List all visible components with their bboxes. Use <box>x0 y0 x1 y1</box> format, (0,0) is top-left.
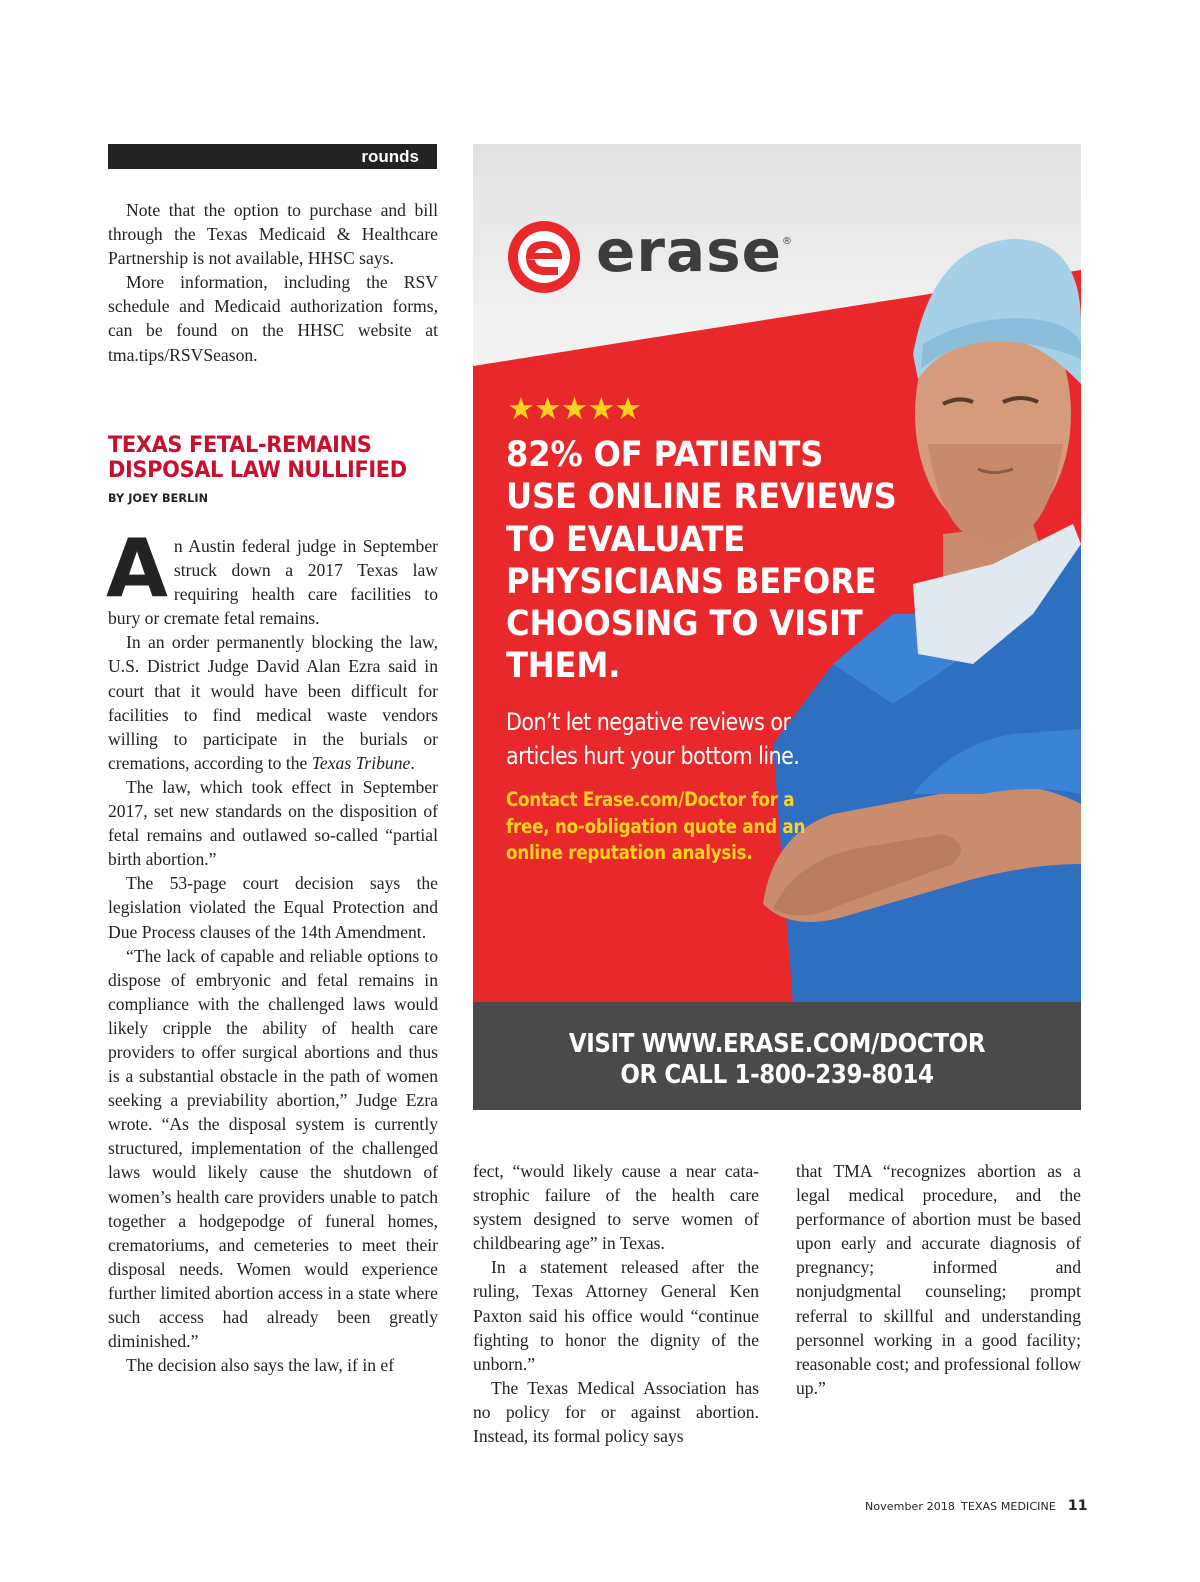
ad-headline-line: THEM. <box>506 646 621 687</box>
article-column-2 <box>473 1159 759 1448</box>
erase-advertisement <box>473 144 1081 1110</box>
ad-contact-line: Contact Erase.com/Doctor for a <box>506 788 795 811</box>
article-column-1 <box>106 522 438 1377</box>
intro-text <box>108 198 438 367</box>
ad-cta-text <box>503 1029 1050 1091</box>
ad-subheadline <box>506 705 867 773</box>
article-paragraph: that TMA “recognizes abortion as a legal medical procedure, and the performance of abortion must be based upon early and accurate diagnosis of pregnancy; informed and nonjudgmental counseling; prompt referral to skillful and understanding personnel working in a good facility; reasonable cost; and professional follow up.” <box>796 1161 1081 1398</box>
article-paragraph: fect, “would likely cause a near catastrophic failure of the health care system designed to serve women of childbearing age” in Texas. <box>473 1161 759 1254</box>
intro-paragraph: More information, including the RSV schedule and Medicaid authorization forms, can be found on the HHSC website at tma.tips/RSVSeason. <box>108 272 438 365</box>
magazine-name: TEXAS MEDICINE <box>961 1500 1056 1513</box>
ad-contact-line: online reputation analysis. <box>506 841 753 864</box>
article-paragraph <box>108 630 438 775</box>
paragraph-text: In an order permanently blocking the law, U.S. District Judge David Alan Ezra said in court that it would have been difficult for facilities to find medical waste vendors willing to participate in the burials or cremations, according to the <box>108 632 438 773</box>
ad-sub-line: articles hurt your bottom line. <box>506 742 800 770</box>
article-paragraph: “The lack of capable and reliable options to dispose of embryonic and fetal remains in compliance with the challenged laws would likely cripple the ability of health care providers to offer surgical abortions and thus is a substantial obstacle in the path of women seeking a previability abortion,” Judge Ezra wrote. “As the disposal system is currently structured, implementation of the challenged laws would likely cause the shutdown of women’s health care providers unable to patch together a hodgepodge of funeral homes, crematoriums, and cemeteries to meet their disposal needs. Women would experience further limited abortion access in a state where such access had already been greatly diminished.” <box>108 945 438 1352</box>
five-star-icon: ★★★★★ <box>507 391 641 427</box>
ad-contact-text <box>506 787 833 867</box>
headline-line: DISPOSAL LAW NULLIFIED <box>108 457 407 483</box>
section-tab-label: rounds <box>361 147 419 166</box>
lead-paragraph <box>106 522 438 630</box>
paragraph-text: . <box>410 752 415 773</box>
drop-cap: A <box>106 522 168 615</box>
headline-line: TEXAS FETAL-REMAINS <box>108 432 372 458</box>
erase-logo-icon <box>506 219 582 295</box>
ad-headline <box>506 434 920 688</box>
intro-paragraph: Note that the option to purchase and bill through the Texas Medicaid & Healthcare Partnership is not available, HHSC says. <box>108 200 438 269</box>
ad-headline-line: TO EVALUATE <box>506 519 746 560</box>
ad-headline-line: PHYSICIANS BEFORE <box>506 561 877 602</box>
page-footer <box>865 1498 1088 1514</box>
ad-contact-line: free, no-obligation quote and an <box>506 814 806 838</box>
ad-sub-line: Don’t let negative reviews or <box>506 708 791 736</box>
article-paragraph: The Texas Medical Association has no policy for or against abortion. Instead, its formal policy says <box>473 1377 759 1447</box>
registered-mark: ® <box>782 236 792 247</box>
article-paragraph: The decision also says the law, if in ef <box>126 1355 395 1376</box>
ad-headline-line: CHOOSING TO VISIT <box>506 604 863 645</box>
article-headline <box>108 433 424 483</box>
article-paragraph: The law, which took effect in September 2017, set new standards on the disposition of fetal remains and outlawed so-called “partial birth abortion.” <box>108 776 438 870</box>
article-paragraph: The 53-page court decision says the legislation violated the Equal Protection and Due Process clauses of the 14th Amendment. <box>108 873 438 942</box>
ad-cta-url: VISIT WWW.ERASE.COM/DOCTOR <box>568 1029 986 1059</box>
article-column-3 <box>796 1159 1081 1400</box>
ad-cta-phone: OR CALL 1-800-239-8014 <box>620 1060 934 1090</box>
ad-headline-line: USE ONLINE REVIEWS <box>506 477 897 518</box>
section-tab <box>108 144 437 169</box>
erase-logo-wordmark: erase <box>596 217 782 285</box>
issue-date: November 2018 <box>865 1500 956 1513</box>
byline: BY JOEY BERLIN <box>108 492 209 505</box>
article-paragraph: In a statement released after the ruling, Texas Attorney General Ken Paxton said his office would “continue fighting to honor the dignity of the unborn.” <box>473 1257 759 1374</box>
lead-text: n Austin federal judge in September struck down a 2017 Texas law requiring health care facilities to bury or cremate fetal remains. <box>108 536 438 629</box>
ad-headline-line: 82% OF PATIENTS <box>506 435 824 475</box>
page-number: 11 <box>1067 1498 1088 1514</box>
publication-name: Texas Tribune <box>311 752 411 773</box>
